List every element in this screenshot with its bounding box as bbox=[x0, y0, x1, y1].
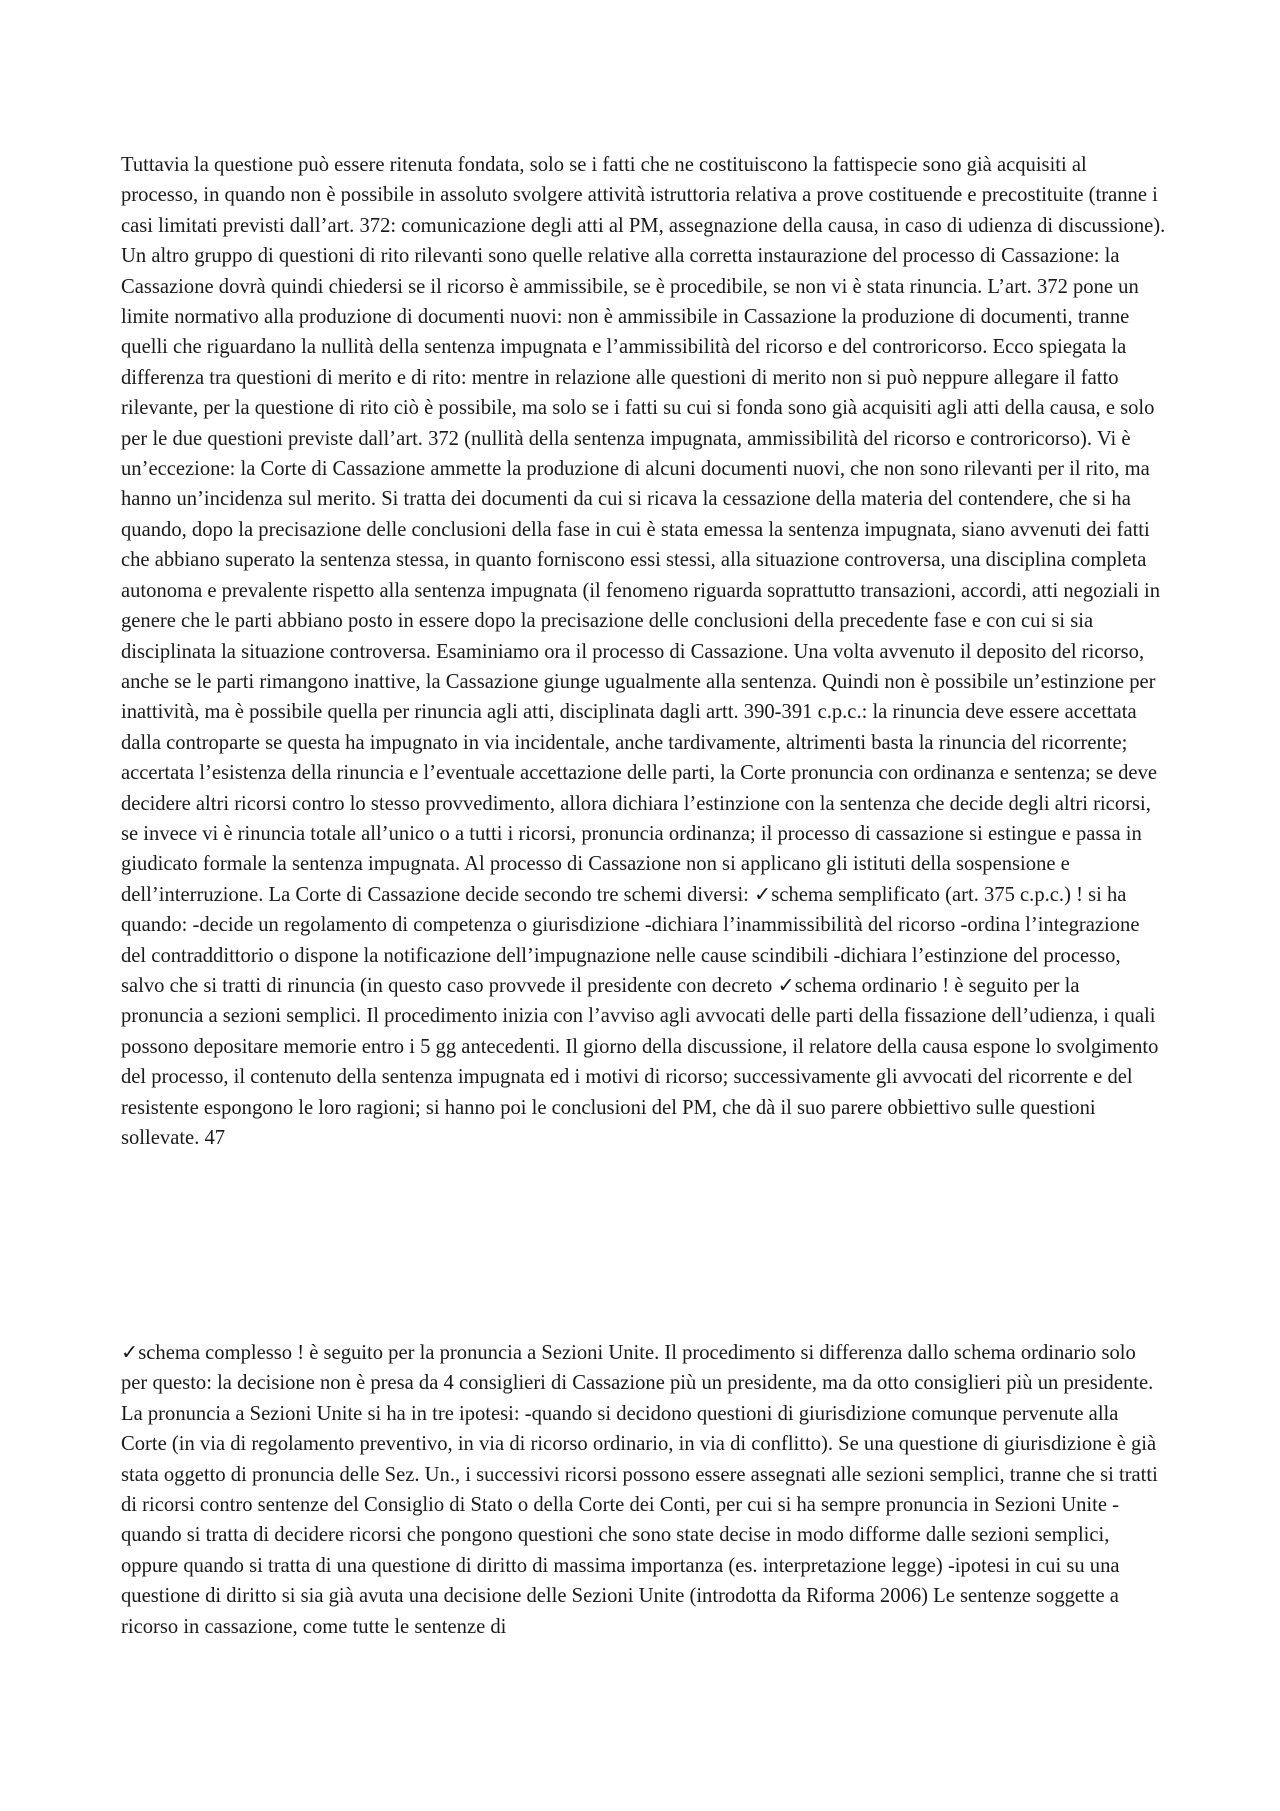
paragraph-1: Tuttavia la questione può essere ritenuta fondata, solo se i fatti che ne costituiscono la fattispecie sono già acquisiti al processo, in quando non è possibile in assoluto svolgere attività istruttoria relativa a prove costituende e precostituite (tranne i casi limitati previsti dall’art. 372: comunicazione degli atti al PM, assegnazione della causa, in caso di udienza di discussione). Un altro gruppo di questioni di rito rilevanti sono quelle relative alla corretta instaurazione del processo di Cassazione: la Cassazione dovrà quindi chiedersi se il ricorso è ammissibile, se è procedibile, se non vi è stata rinuncia. L’art. 372 pone un limite normativo alla produzione di documenti nuovi: non è ammissibile in Cassazione la produzione di documenti, tranne quelli che riguardano la nullità della sentenza impugnata e l’ammissibilità del ricorso e del controricorso. Ecco spiegata la differenza tra questioni di merito e di rito: mentre in relazione alle questioni di merito non si può neppure allegare il fatto rilevante, per la questione di rito ciò è possibile, ma solo se i fatti su cui si fonda sono già acquisiti agli atti della causa, e solo per le due questioni previste dall’art. 372 (nullità della sentenza impugnata, ammissibilità del ricorso e controricorso). Vi è un’eccezione: la Corte di Cassazione ammette la produzione di alcuni documenti nuovi, che non sono rilevanti per il rito, ma hanno un’incidenza sul merito. Si tratta dei documenti da cui si ricava la cessazione della materia del contendere, che si ha quando, dopo la precisazione delle conclusioni della fase in cui è stata emessa la sentenza impugnata, siano avvenuti dei fatti che abbiano superato la sentenza stessa, in quanto forniscono essi stessi, alla situazione controversa, una disciplina completa autonoma e prevalente rispetto alla sentenza impugnata (il fenomeno riguarda soprattutto transazioni, accordi, atti negoziali in genere che le parti abbiano posto in essere dopo la precisazione delle conclusioni della precedente fase e con cui si sia disciplinata la situazione controversa. Esaminiamo ora il processo di Cassazione. Una volta avvenuto il deposito del ricorso, anche se le parti rimangono inattive, la Cassazione giunge ugualmente alla sentenza. Quindi non è possibile un’estinzione per inattività, ma è possibile quella per rinuncia agli atti, disciplinata dagli artt. 390-391 c.p.c.: la rinuncia deve essere accettata dalla controparte se questa ha impugnato in via incidentale, anche tardivamente, altrimenti basta la rinuncia del ricorrente; accertata l’esistenza della rinuncia e l’eventuale accettazione delle parti, la Corte pronuncia con ordinanza e sentenza; se deve decidere altri ricorsi contro lo stesso provvedimento, allora dichiara l’estinzione con la sentenza che decide degli altri ricorsi, se invece vi è rinuncia totale all’unico o a tutti i ricorsi, pronuncia ordinanza; il processo di cassazione si estingue e passa in giudicato formale la sentenza impugnata. Al processo di Cassazione non si applicano gli istituti della sospensione e dell’interruzione. La Corte di Cassazione decide secondo tre schemi diversi: ✓schema semplificato (art. 375 c.p.c.) ! si ha quando: -decide un regolamento di competenza o giurisdizione -dichiara l’inammissibilità del ricorso -ordina l’integrazione del contraddittorio o dispone la notificazione dell’impugnazione nelle cause scindibili -dichiara l’estinzione del processo, salvo che si tratti di rinuncia (in questo caso provvede il presidente con decreto ✓schema ordinario ! è seguito per la pronuncia a sezioni semplici. Il procedimento inizia con l’avviso agli avvocati delle parti della fissazione dell’udienza, i quali possono depositare memorie entro i 5 gg antecedenti. Il giorno della discussione, il relatore della causa espone lo svolgimento del processo, il contenuto della sentenza impugnata ed i motivi di ricorso; successivamente gli avvocati del ricorrente e del resistente espongono le loro ragioni; si hanno poi le conclusioni del PM, che dà il suo parere obbiettivo sulle questioni sollevate. 47 bbox=[121, 154, 1166, 1149]
paragraph-2: ✓schema complesso ! è seguito per la pronuncia a Sezioni Unite. Il procedimento si differenza dallo schema ordinario solo per questo: la decisione non è presa da 4 consiglieri di Cassazione più un presidente, ma da otto consiglieri più un presidente. La pronuncia a Sezioni Unite si ha in tre ipotesi: -quando si decidono questioni di giurisdizione comunque pervenute alla Corte (in via di regolamento preventivo, in via di ricorso ordinario, in via di conflitto). Se una questione di giurisdizione è già stata oggetto di pronuncia delle Sez. Un., i successivi ricorsi possono essere assegnati alle sezioni semplici, tranne che si tratti di ricorsi contro sentenze del Consiglio di Stato o della Corte dei Conti, per cui si ha sempre pronuncia in Sezioni Unite -quando si tratta di decidere ricorsi che pongono questioni che sono state decise in modo difforme dalle sezioni semplici, oppure quando si tratta di una questione di diritto di massima importanza (es. interpretazione legge) -ipotesi in cui su una questione di diritto si sia già avuta una decisione delle Sezioni Unite (introdotta da Riforma 2006) Le sentenze soggette a ricorso in cassazione, come tutte le sentenze di bbox=[121, 1342, 1158, 1638]
